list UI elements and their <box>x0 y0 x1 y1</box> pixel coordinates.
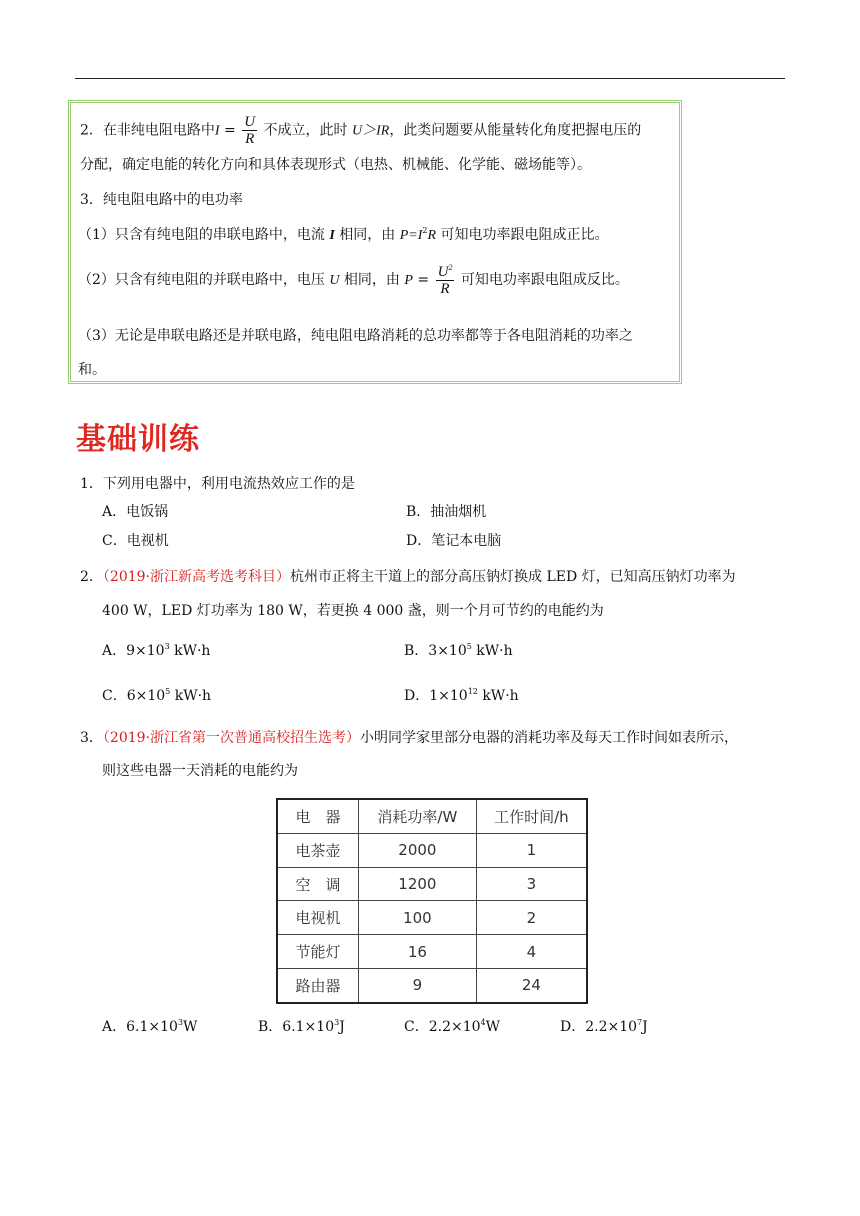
question-number: 3． <box>80 730 103 746</box>
superscript: 7 <box>637 1018 643 1027</box>
table-cell: 24 <box>476 968 587 1003</box>
table-cell: 4 <box>476 935 587 969</box>
table-cell: 9 <box>359 968 477 1003</box>
table-cell: 100 <box>359 901 477 935</box>
table-row <box>277 867 587 901</box>
table-row <box>277 935 587 969</box>
question-1-option-c[interactable]: C．电视机 <box>102 533 169 549</box>
note-point-2-line-2: 分配，确定电能的转化方向和具体表现形式（电热、机械能、化学能、磁场能等）。 <box>80 157 591 173</box>
equals-sign: = <box>219 122 241 139</box>
symbol-U: U <box>329 273 340 288</box>
symbol-P: P <box>404 273 413 288</box>
note-text: 相同，由 <box>339 272 405 288</box>
option-text: B．6.1×10 <box>258 1019 335 1035</box>
note-point-3-3-line-2: 和。 <box>78 362 106 378</box>
header-rule <box>75 78 785 79</box>
question-1-option-b[interactable]: B．抽油烟机 <box>406 504 487 520</box>
question-3-option-c[interactable] <box>404 1017 500 1037</box>
question-3-option-b[interactable] <box>258 1017 345 1037</box>
note-text: ，此类问题要从能量转化角度把握电压的 <box>389 122 642 139</box>
superscript: 3 <box>164 642 170 651</box>
option-unit: J <box>339 1019 345 1035</box>
option-unit: kW·h <box>477 688 519 704</box>
superscript: 5 <box>165 687 171 696</box>
option-unit: W <box>485 1019 501 1035</box>
condition-U-gt-IR: U＞IR <box>351 123 390 139</box>
table-cell: 1200 <box>359 867 477 901</box>
table-cell: 2000 <box>359 834 477 868</box>
table-cell: 16 <box>359 935 477 969</box>
table-cell: 2 <box>476 901 587 935</box>
option-text: C．6×10 <box>102 688 166 704</box>
option-unit: W <box>183 1019 198 1035</box>
note-text: 不成立，此时 <box>259 122 352 139</box>
note-text: （1）只含有纯电阻的串联电路中，电流 <box>78 227 330 243</box>
option-unit: J <box>642 1019 648 1035</box>
question-text: 小明同学家里部分电器的消耗功率及每天工作时间如表所示， <box>360 730 738 746</box>
superscript: 4 <box>480 1018 486 1027</box>
note-text: （2）只含有纯电阻的并联电路中，电压 <box>78 272 330 288</box>
table-cell: 电视机 <box>277 901 359 935</box>
option-unit: kW·h <box>169 643 211 659</box>
note-text: 2．在非纯电阻电路中 <box>80 122 215 139</box>
superscript: 3 <box>334 1018 340 1027</box>
fraction-U2-over-R <box>436 264 455 297</box>
superscript: 3 <box>177 1018 184 1027</box>
table-cell: 1 <box>476 834 587 868</box>
fraction-U-over-R <box>242 114 257 147</box>
table-cell: 3 <box>476 867 587 901</box>
note-point-2-line-1 <box>80 114 641 147</box>
superscript: 12 <box>467 687 478 696</box>
formula-P-I2R: P=I <box>399 228 423 243</box>
fraction-numerator: U <box>244 114 256 130</box>
question-3-option-d[interactable] <box>560 1017 648 1037</box>
table-cell: 节能灯 <box>277 935 359 969</box>
table-header-cell: 电 器 <box>277 799 359 834</box>
fraction-denominator: R <box>440 280 450 297</box>
note-point-3-1 <box>78 225 609 246</box>
question-1-option-a[interactable]: A．电饭锅 <box>102 504 169 520</box>
table-header-row <box>277 799 587 834</box>
question-3-stem-line-2: 则这些电器一天消耗的电能约为 <box>102 763 298 779</box>
question-text: 杭州市正将主干道上的部分高压钠灯换成 LED 灯，已知高压钠灯功率为 <box>290 569 736 585</box>
table-header-cell: 消耗功率/W <box>359 799 477 834</box>
note-point-3-2 <box>78 262 629 299</box>
superscript: 2 <box>422 226 428 235</box>
table-row <box>277 968 587 1003</box>
note-text: 可知电功率跟电阻成正比。 <box>436 227 609 243</box>
superscript: 5 <box>466 642 472 651</box>
question-2-stem-line-1 <box>80 567 736 587</box>
question-3-option-a[interactable] <box>102 1017 197 1037</box>
note-text: 相同，由 <box>334 227 400 243</box>
question-2-option-c[interactable] <box>102 686 211 706</box>
option-text: A．6.1×10 <box>102 1019 178 1035</box>
table-header-cell: 工作时间/h <box>476 799 587 834</box>
question-2-option-a[interactable] <box>102 641 210 661</box>
question-1-stem: 1．下列用电器中，利用电流热效应工作的是 <box>80 476 355 492</box>
section-title: 基础训练 <box>76 422 200 457</box>
option-text: C．2.2×10 <box>404 1019 481 1035</box>
option-text: A．9×10 <box>102 643 165 659</box>
question-source: （2019·浙江省第一次普通高校招生选考） <box>102 730 360 746</box>
note-text: 可知电功率跟电阻成反比。 <box>456 272 629 288</box>
option-text: D．2.2×10 <box>560 1019 638 1035</box>
table-row <box>277 901 587 935</box>
table-cell: 空 调 <box>277 867 359 901</box>
symbol-U: U <box>437 263 449 280</box>
option-unit: kW·h <box>471 643 513 659</box>
question-2-option-b[interactable] <box>404 641 513 661</box>
question-1-option-d[interactable]: D．笔记本电脑 <box>406 533 502 549</box>
symbol-I: I <box>214 123 220 139</box>
table-cell: 路由器 <box>277 968 359 1003</box>
question-number: 2． <box>80 569 103 585</box>
fraction-denominator: R <box>245 131 255 147</box>
note-point-3-title: 3．纯电阻电路中的电功率 <box>80 192 243 208</box>
superscript: 2 <box>448 262 453 272</box>
table-row <box>277 834 587 868</box>
equals-sign: = <box>412 272 434 288</box>
option-text: D．1×10 <box>404 688 468 704</box>
note-point-3-3-line-1: （3）无论是串联电路还是并联电路，纯电阻电路消耗的总功率都等于各电阻消耗的功率之 <box>78 328 633 344</box>
fraction-numerator <box>436 264 455 281</box>
option-text: B．3×10 <box>404 643 467 659</box>
symbol-R: R <box>427 228 437 243</box>
question-3-stem-line-1 <box>80 728 738 748</box>
option-unit: kW·h <box>170 688 212 704</box>
question-2-option-d[interactable] <box>404 686 519 706</box>
table-cell: 电茶壶 <box>277 834 359 868</box>
question-source: （2019·浙江新高考选考科目） <box>102 569 291 585</box>
symbol-I: I <box>329 228 335 243</box>
appliance-table <box>276 798 588 1004</box>
question-2-stem-line-2: 400 W，LED 灯功率为 180 W，若更换 4 000 盏，则一个月可节约的电能约为 <box>102 603 604 619</box>
